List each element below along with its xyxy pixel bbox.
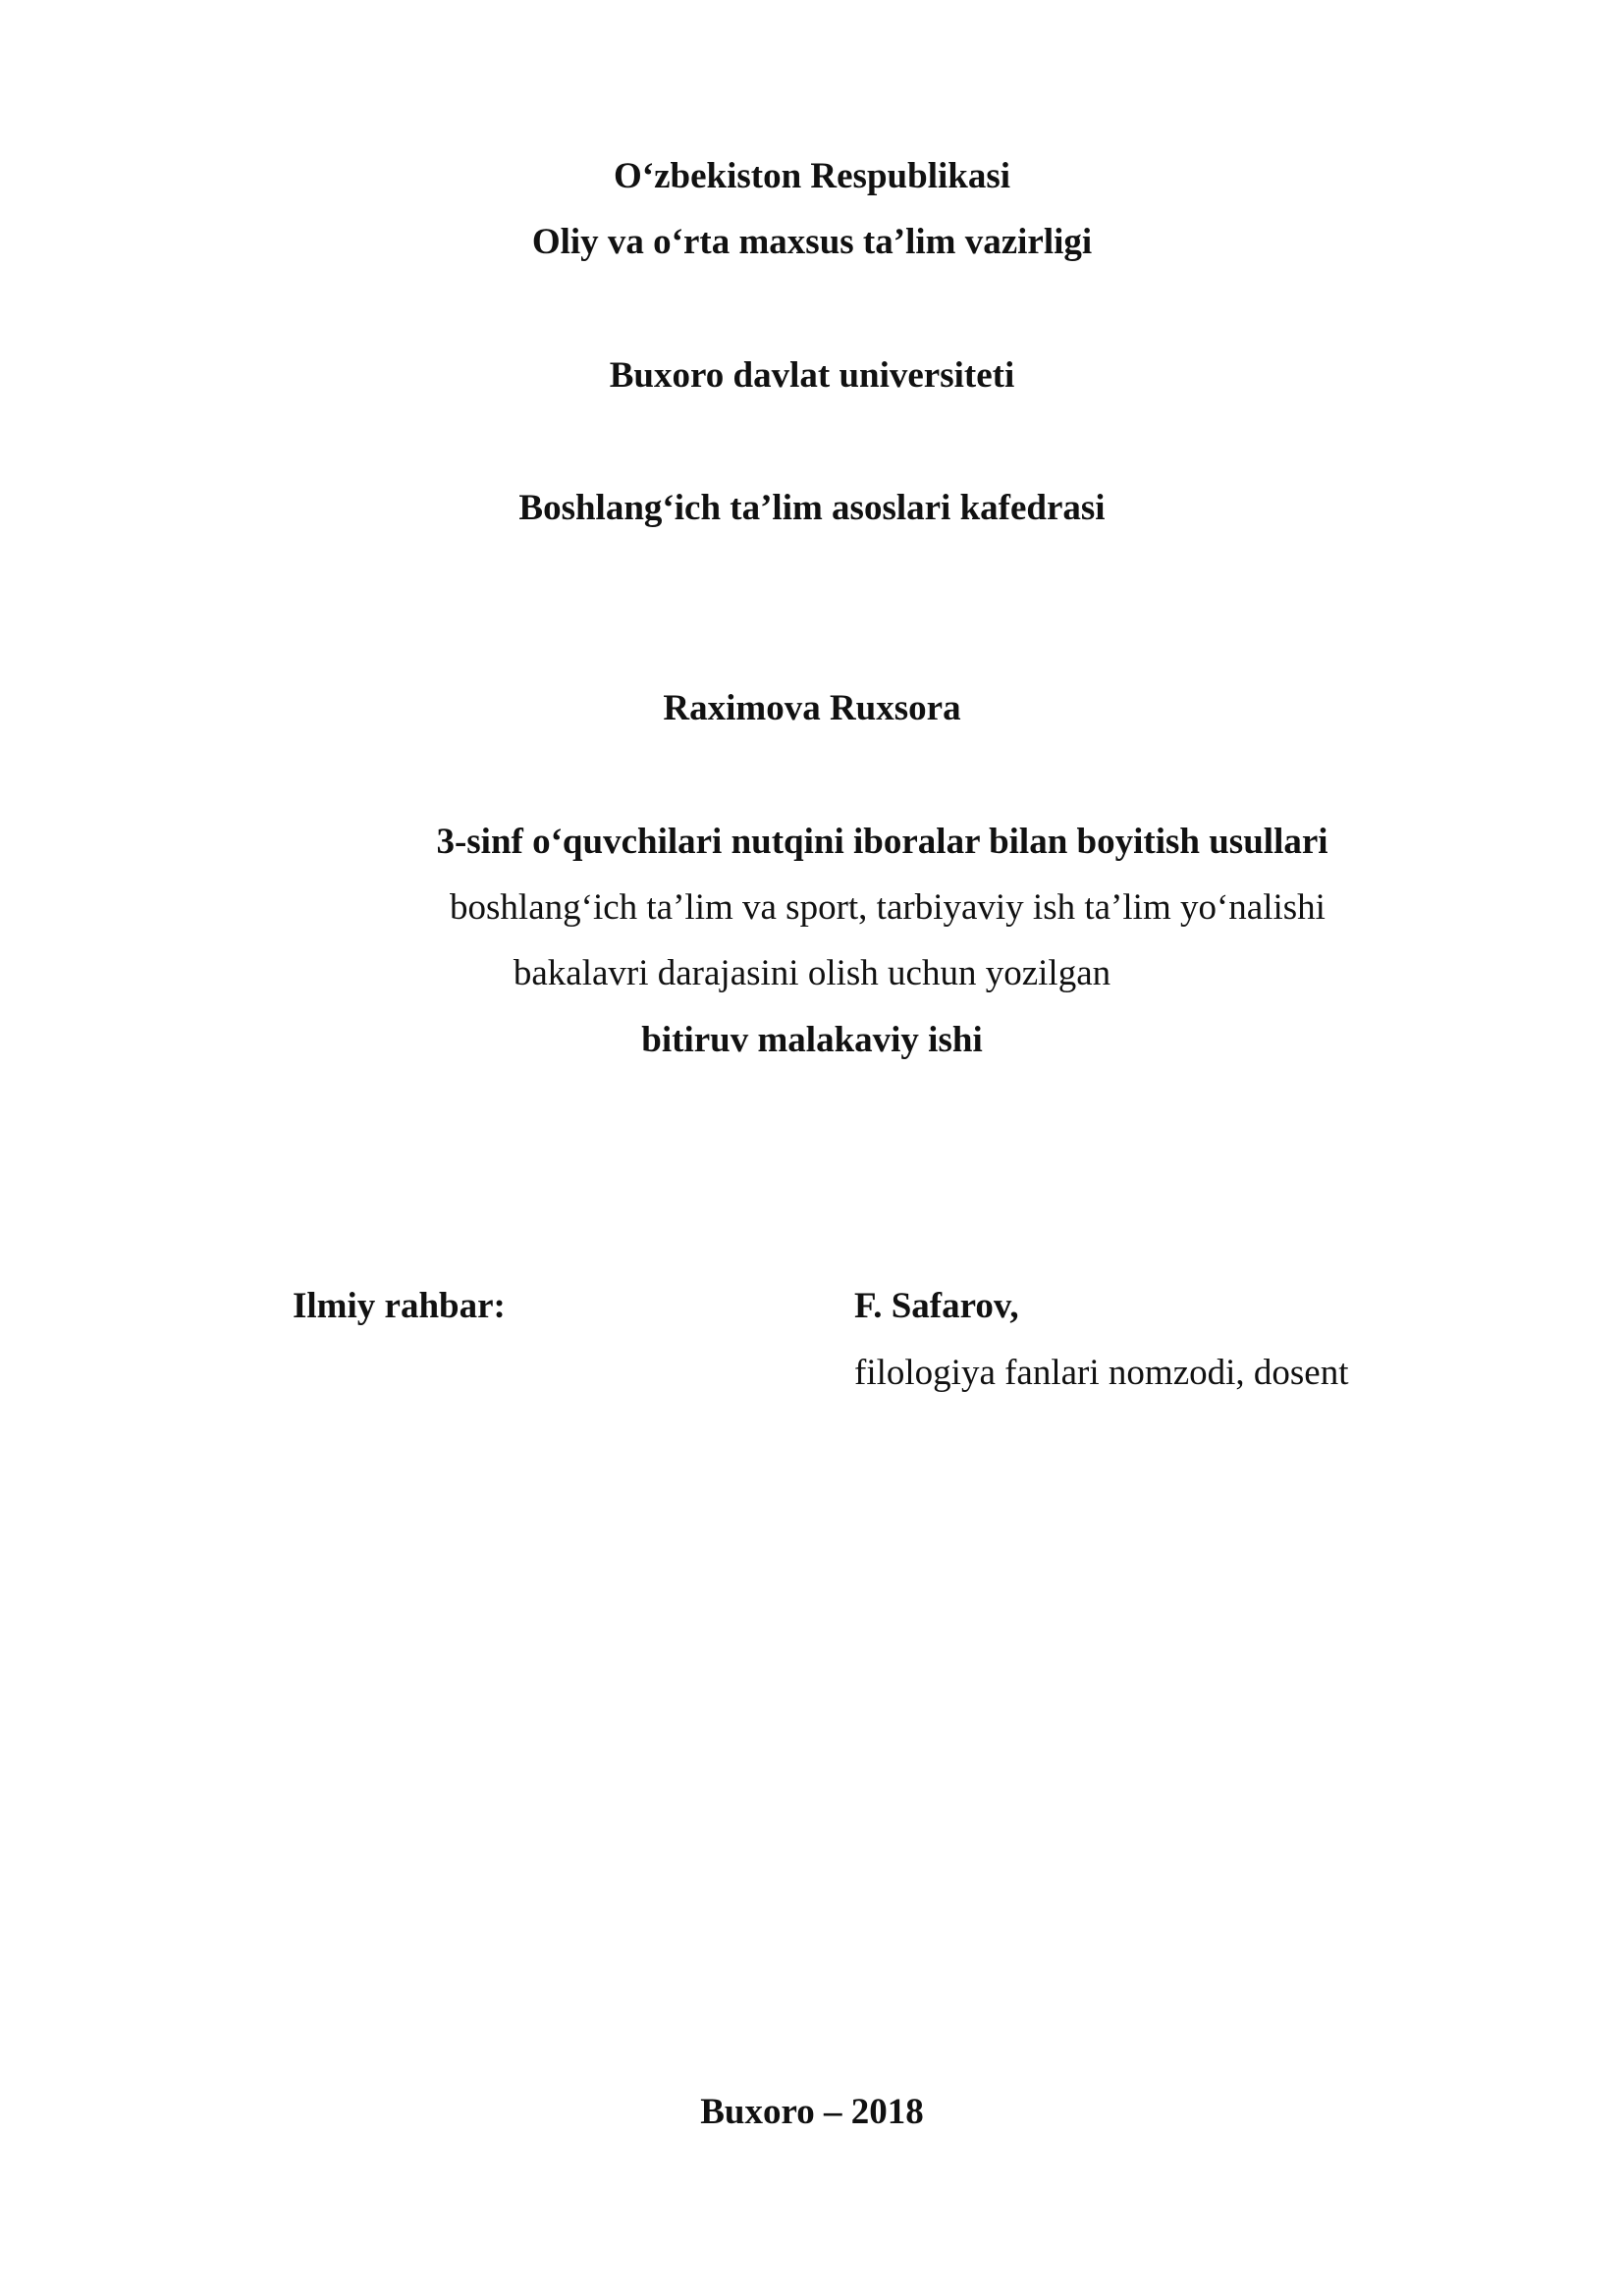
supervisor-name: F. Safarov,	[854, 1286, 1019, 1326]
thesis-work-type: bitiruv malakaviy ishi	[641, 1020, 983, 1060]
thesis-title: 3-sinf o‘quvchilari nutqini iboralar bilan boyitish usullari	[436, 822, 1328, 862]
thesis-direction: boshlang‘ich ta’lim va sport, tarbiyaviy ish ta’lim yo‘nalishi	[450, 887, 1326, 928]
place-and-year: Buxoro – 2018	[700, 2092, 924, 2132]
author-name: Raximova Ruxsora	[663, 688, 961, 728]
country-name: O‘zbekiston Respublikasi	[613, 156, 1011, 196]
department-name: Boshlang‘ich ta’lim asoslari kafedrasi	[518, 488, 1106, 528]
thesis-degree: bakalavri darajasini olish uchun yozilgan	[513, 953, 1111, 993]
university-name: Buxoro davlat universiteti	[609, 355, 1015, 396]
ministry-name: Oliy va o‘rta maxsus ta’lim vazirligi	[531, 222, 1093, 262]
supervisor-title: filologiya fanlari nomzodi, dosent	[854, 1353, 1349, 1393]
supervisor-label: Ilmiy rahbar:	[293, 1286, 506, 1326]
